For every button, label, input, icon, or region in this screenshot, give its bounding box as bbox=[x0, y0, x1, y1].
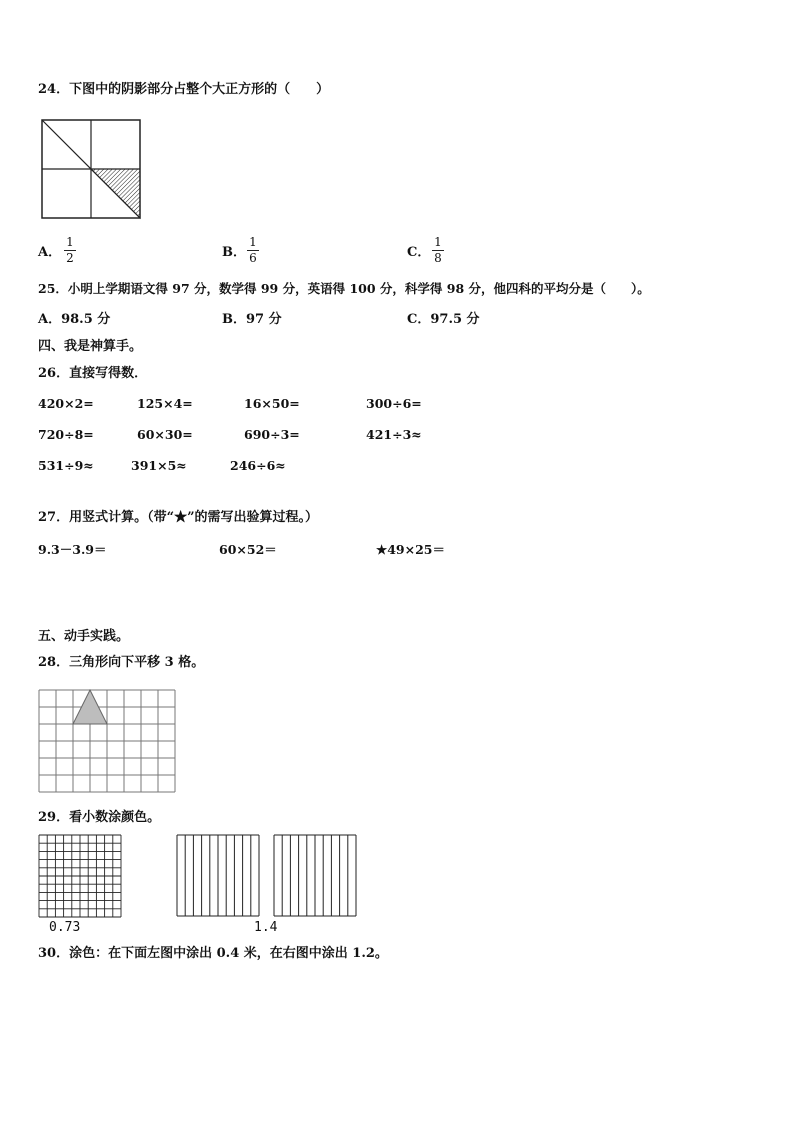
q26-item: 125×4= bbox=[137, 396, 193, 411]
denominator: 8 bbox=[434, 251, 442, 265]
q26-item: 421÷3≈ bbox=[366, 427, 422, 442]
q29-tenths-bar-2 bbox=[273, 834, 357, 918]
q26-item: 690÷3= bbox=[244, 427, 300, 442]
q28-stem: 28．三角形向下平移 3 格。 bbox=[38, 655, 205, 670]
q27-item: ★49×25＝ bbox=[376, 542, 445, 557]
q25-option-a: A．98.5 分 bbox=[38, 312, 111, 327]
q27-item: 60×52＝ bbox=[219, 542, 277, 557]
q25-stem: 25．小明上学期语文得 97 分，数学得 99 分，英语得 100 分，科学得 98 分，他四科的平均分是（ ）。 bbox=[38, 281, 650, 296]
q29-hundred-grid bbox=[38, 834, 122, 918]
numerator: 1 bbox=[434, 235, 442, 249]
q26-item: 60×30= bbox=[137, 427, 193, 442]
denominator: 2 bbox=[66, 251, 74, 265]
q27-item: 9.3－3.9＝ bbox=[38, 542, 107, 557]
q26-item: 420×2= bbox=[38, 396, 94, 411]
q29-label-1-4: 1.4 bbox=[254, 920, 278, 935]
q24-option-c-fraction bbox=[432, 236, 444, 265]
denominator: 6 bbox=[249, 251, 257, 265]
q24-stem: 24．下图中的阴影部分占整个大正方形的（ ） bbox=[38, 82, 330, 97]
q26-item: 16×50= bbox=[244, 396, 300, 411]
q29-label-0-73: 0.73 bbox=[49, 920, 81, 935]
q24-shaded-region bbox=[91, 169, 140, 218]
q24-option-a-letter: A． bbox=[38, 245, 62, 260]
section-4-heading: 四、我是神算手。 bbox=[38, 339, 143, 354]
section-5-heading: 五、动手实践。 bbox=[38, 629, 130, 644]
q26-item: 391×5≈ bbox=[131, 458, 187, 473]
q26-item: 531÷9≈ bbox=[38, 458, 94, 473]
q24-option-c-letter: C． bbox=[407, 245, 431, 260]
q26-item: 300÷6= bbox=[366, 396, 422, 411]
q30-stem: 30．涂色：在下面左图中涂出 0.4 米，在右图中涂出 1.2。 bbox=[38, 946, 388, 961]
q25-option-b: B．97 分 bbox=[222, 312, 282, 327]
q28-grid-figure bbox=[38, 689, 176, 793]
q29-tenths-bar-1 bbox=[176, 834, 260, 918]
q26-stem: 26．直接写得数． bbox=[38, 366, 148, 381]
q25-option-c: C．97.5 分 bbox=[407, 312, 480, 327]
q29-stem: 29．看小数涂颜色。 bbox=[38, 810, 161, 825]
numerator: 1 bbox=[249, 235, 257, 249]
q24-option-b-fraction bbox=[247, 236, 259, 265]
q26-item: 720÷8= bbox=[38, 427, 94, 442]
q26-item: 246÷6≈ bbox=[230, 458, 286, 473]
q24-option-b-letter: B． bbox=[222, 245, 246, 260]
q24-option-a-fraction bbox=[64, 236, 76, 265]
q24-square-figure bbox=[40, 118, 144, 222]
q27-stem: 27．用竖式计算。（带“★”的需写出验算过程。） bbox=[38, 510, 319, 525]
numerator: 1 bbox=[66, 235, 74, 249]
